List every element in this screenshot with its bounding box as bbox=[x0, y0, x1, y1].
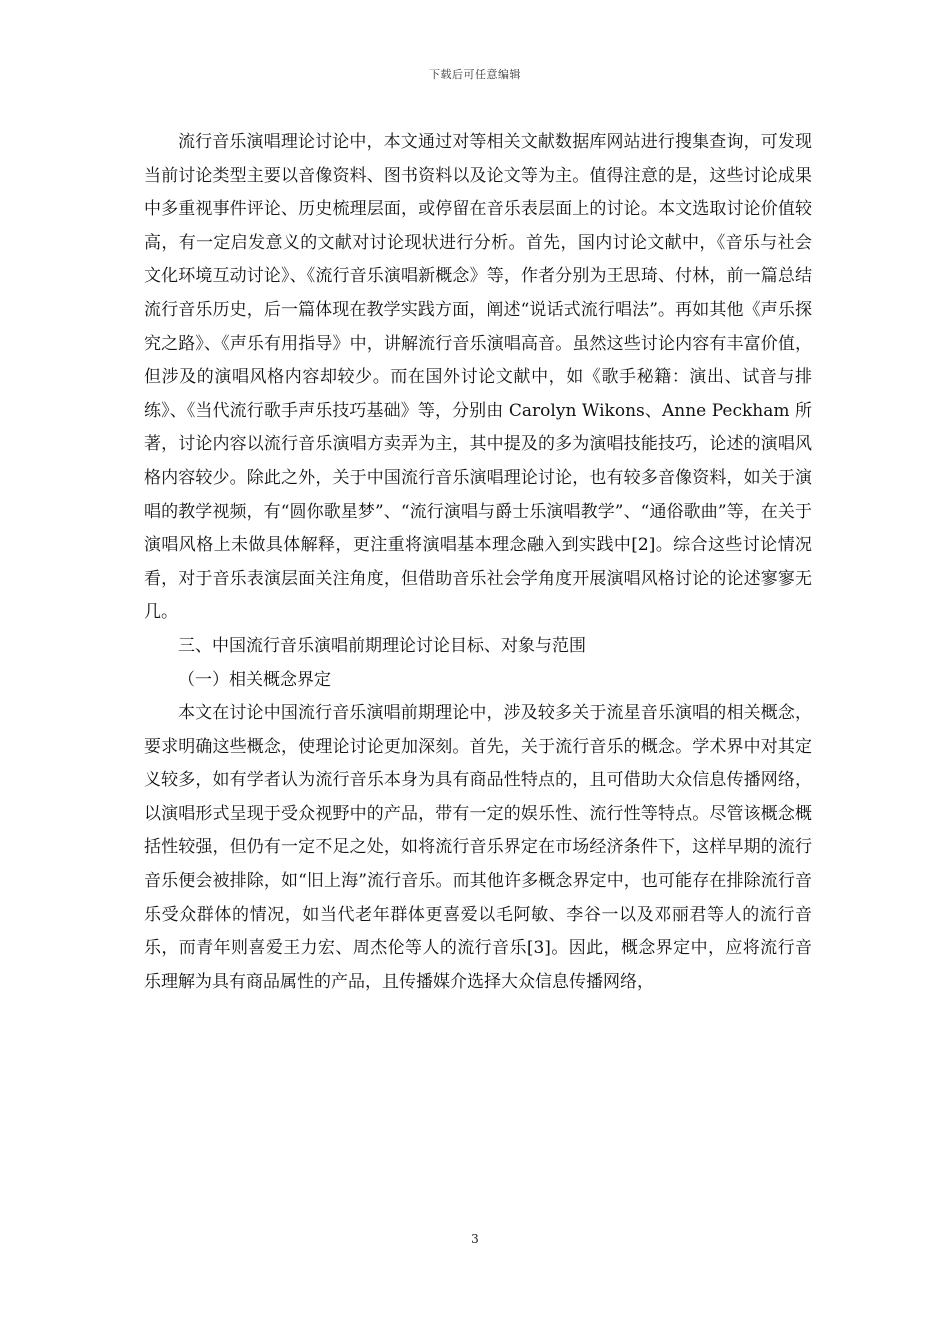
page-header: 下载后可任意编辑 bbox=[429, 68, 521, 81]
subsection-heading-1: （一）相关概念界定 bbox=[178, 669, 331, 690]
document-body bbox=[144, 126, 812, 999]
paragraph-concept-definition: 本文在讨论中国流行音乐演唱前期理论中，涉及较多关于流星音乐演唱的相关概念，要求明确这些概念，使理论讨论更加深刻。首先，关于流行音乐的概念。学术界中对其定义较多，如有学者认为流行音乐本身为具有商品性特点的，且可借助大众信息传播网络，以演唱形式呈现于受众视野中的产品，带有一定的娱乐性、流行性等特点。尽管该概念概括性较强，但仍有一定不足之处，如将流行音乐界定在市场经济条件下，这样早期的流行音乐便会被排除，如“旧上海”流行音乐。而其他许多概念界定中，也可能存在排除流行音乐受众群体的情况，如当代老年群体更喜爱以毛阿敏、李谷一以及邓丽君等人的流行音乐，而青年则喜爱王力宏、周杰伦等人的流行音乐[3]。因此，概念界定中，应将流行音乐理解为具有商品属性的产品，且传播媒介选择大众信息传播网络， bbox=[144, 703, 812, 992]
page-number: 3 bbox=[471, 1232, 479, 1246]
section-heading-3: 三、中国流行音乐演唱前期理论讨论目标、对象与范围 bbox=[178, 635, 586, 656]
paragraph-literature-review: 流行音乐演唱理论讨论中，本文通过对等相关文献数据库网站进行搜集查询，可发现当前讨论类型主要以音像资料、图书资料以及论文等为主。值得注意的是，这些讨论成果中多重视事件评论、历史梳理层面，或停留在音乐表层面上的讨论。本文选取讨论价值较高，有一定启发意义的文献对讨论现状进行分析。首先，国内讨论文献中，《音乐与社会文化环境互动讨论》、《流行音乐演唱新概念》等，作者分别为王思琦、付林，前一篇总结流行音乐历史，后一篇体现在教学实践方面，阐述“说话式流行唱法”。再如其他《声乐探究之路》、《声乐有用指导》中，讲解流行音乐演唱高音。虽然这些讨论内容有丰富价值，但涉及的演唱风格内容却较少。而在国外讨论文献中，如《歌手秘籍：演出、试音与排练》、《当代流行歌手声乐技巧基础》等，分别由 Carolyn Wikons、Anne Peckham 所著，讨论内容以流行音乐演唱方卖弄为主，其中提及的多为演唱技能技巧，论述的演唱风格内容较少。除此之外，关于中国流行音乐演唱理论讨论，也有较多音像资料，如关于演唱的教学视频，有“圆你歌星梦”、“流行演唱与爵士乐演唱教学”、“通俗歌曲”等，在关于演唱风格上未做具体解释，更注重将演唱基本理念融入到实践中[2]。综合这些讨论情况看，对于音乐表演层面关注角度，但借助音乐社会学角度开展演唱风格讨论的论述寥寥无几。 bbox=[144, 132, 812, 623]
